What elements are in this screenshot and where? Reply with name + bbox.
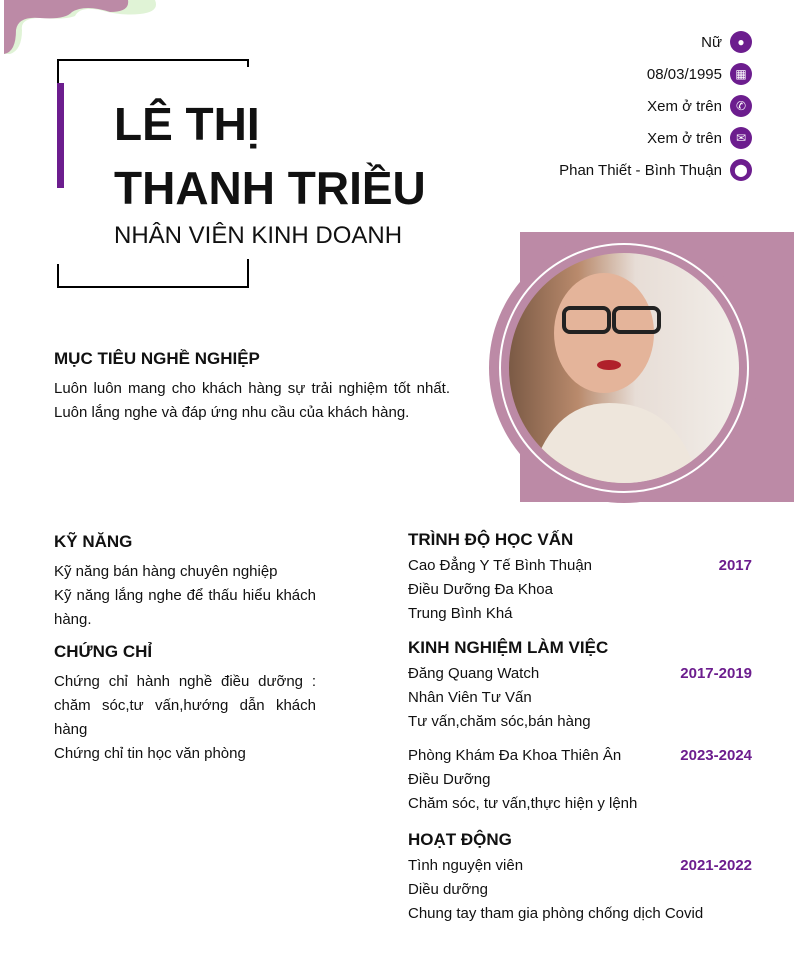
phone-icon: ✆ bbox=[730, 95, 752, 117]
job-year: 2017-2019 bbox=[680, 665, 752, 682]
education-year: 2017 bbox=[718, 557, 752, 574]
job-company: Phòng Khám Đa Khoa Thiên Ân bbox=[408, 747, 622, 764]
profile-photo bbox=[509, 253, 739, 483]
cert-item: Chứng chỉ tin học văn phòng bbox=[54, 745, 246, 762]
contact-text: 08/03/1995 bbox=[646, 65, 722, 83]
contact-birthday bbox=[647, 63, 752, 85]
certs-heading: CHỨNG CHỈ bbox=[54, 642, 153, 661]
location-icon: ⬤ bbox=[730, 159, 752, 181]
activity-desc: Chung tay tham gia phòng chống dịch Covid bbox=[408, 905, 704, 922]
job-year: 2023-2024 bbox=[680, 747, 752, 764]
user-icon: ● bbox=[730, 31, 752, 53]
contact-address bbox=[559, 159, 752, 181]
contact-text: Xem ở trên bbox=[647, 129, 722, 147]
objective-text: Luôn luôn mang cho khách hàng sự trải nghiệm tốt nhất. Luôn lắng nghe và đáp ứng nhu cầu của khách hàng. bbox=[54, 380, 450, 421]
job-position: Điều Dưỡng bbox=[408, 771, 491, 788]
education-major: Điều Dưỡng Đa Khoa bbox=[408, 581, 553, 598]
experience-heading: KINH NGHIỆM LÀM VIỆC bbox=[408, 638, 609, 657]
job-position: Nhân Viên Tư Vấn bbox=[408, 689, 532, 706]
skill-item: Kỹ năng bán hàng chuyên nghiệp bbox=[54, 563, 278, 580]
skills-heading: KỸ NĂNG bbox=[54, 532, 133, 551]
contact-email bbox=[647, 127, 752, 149]
contact-text: Phan Thiết - Bình Thuận bbox=[559, 161, 722, 179]
activities-heading: HOẠT ĐỘNG bbox=[408, 830, 512, 849]
contact-gender bbox=[701, 31, 752, 53]
activity-role: Diều dưỡng bbox=[408, 881, 488, 898]
objective-heading: MỤC TIÊU NGHỀ NGHIỆP bbox=[54, 349, 260, 368]
activity-year: 2021-2022 bbox=[680, 857, 752, 874]
objective-section bbox=[54, 349, 450, 425]
job-desc: Chăm sóc, tư vấn,thực hiện y lệnh bbox=[408, 795, 638, 812]
job-desc: Tư vấn,chăm sóc,bán hàng bbox=[408, 713, 591, 730]
right-column bbox=[408, 530, 800, 926]
activity-org: Tình nguyện viên bbox=[408, 857, 524, 874]
contact-phone bbox=[647, 95, 752, 117]
job-company: Đăng Quang Watch bbox=[408, 665, 540, 682]
education-grade: Trung Bình Khá bbox=[408, 605, 513, 622]
skill-item: Kỹ năng lắng nghe để thấu hiểu khách hàng. bbox=[54, 587, 316, 628]
cert-item: Chứng chỉ hành nghề điều dưỡng : chăm sóc,tư vấn,hướng dẫn khách hàng bbox=[54, 673, 316, 738]
education-school: Cao Đẳng Y Tế Bình Thuận bbox=[408, 557, 593, 574]
accent-bar bbox=[57, 83, 64, 188]
name-line1: LÊ THỊ bbox=[114, 98, 260, 150]
name-line2: THANH TRIỀU bbox=[114, 162, 426, 214]
decorative-blob bbox=[0, 0, 160, 56]
contact-text: Nữ bbox=[701, 33, 722, 51]
job-title: NHÂN VIÊN KINH DOANH bbox=[114, 222, 403, 249]
skills-section bbox=[54, 532, 316, 766]
contact-text: Xem ở trên bbox=[647, 97, 722, 115]
mail-icon: ✉ bbox=[730, 127, 752, 149]
full-name bbox=[114, 92, 426, 220]
calendar-icon: ▦ bbox=[730, 63, 752, 85]
education-heading: TRÌNH ĐỘ HỌC VẤN bbox=[408, 530, 574, 549]
